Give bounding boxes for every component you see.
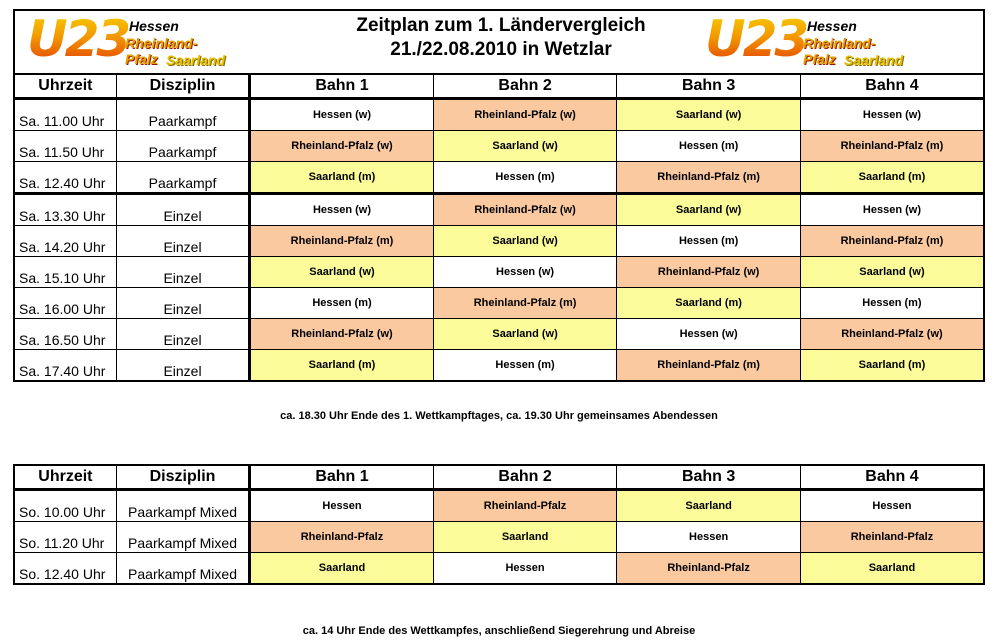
schedule-table-sunday <box>13 464 985 585</box>
table-row <box>14 350 984 382</box>
lane-3-cell: Saarland (w) <box>617 194 801 226</box>
time-cell: Sa. 14.20 Uhr <box>14 226 116 257</box>
discipline-cell: Einzel <box>116 288 249 319</box>
lane-1-cell: Rheinland-Pfalz (m) <box>250 226 434 257</box>
logo-mark: U23 <box>705 10 807 68</box>
discipline-cell: Einzel <box>116 257 249 288</box>
logo-text-hessen: Hessen <box>807 18 857 34</box>
lane-2-cell: Rheinland-Pfalz (m) <box>433 288 617 319</box>
discipline-cell: Paarkampf <box>116 131 249 162</box>
column-header: Bahn 1 <box>250 74 434 99</box>
lane-1-cell: Hessen (m) <box>250 288 434 319</box>
lane-1-cell: Saarland (m) <box>250 162 434 194</box>
table-row <box>14 522 984 553</box>
lane-2-cell: Rheinland-Pfalz <box>433 490 617 522</box>
lane-2-cell: Hessen (w) <box>433 257 617 288</box>
logo-text-hessen: Hessen <box>129 18 179 34</box>
title-line-1: Zeitplan zum 1. Ländervergleich <box>356 15 646 36</box>
lane-3-cell: Saarland <box>617 490 801 522</box>
lane-4-cell: Hessen (w) <box>800 194 984 226</box>
lane-4-cell: Rheinland-Pfalz (w) <box>800 319 984 350</box>
time-cell: So. 12.40 Uhr <box>14 553 116 585</box>
saturday-end-note: ca. 18.30 Uhr Ende des 1. Wettkampftages, ca. 19.30 Uhr gemeinsames Abendessen <box>280 410 718 422</box>
column-header: Bahn 4 <box>800 74 984 99</box>
column-header: Uhrzeit <box>14 74 116 99</box>
discipline-cell: Paarkampf Mixed <box>116 553 249 585</box>
logo-text-saarland: Saarland <box>166 52 226 68</box>
lane-4-cell: Hessen (m) <box>800 288 984 319</box>
table-row <box>14 162 984 194</box>
lane-4-cell: Rheinland-Pfalz (m) <box>800 226 984 257</box>
lane-1-cell: Saarland (m) <box>250 350 434 382</box>
lane-4-cell: Saarland <box>800 553 984 585</box>
discipline-cell: Paarkampf Mixed <box>116 522 249 553</box>
lane-2-cell: Saarland (w) <box>433 226 617 257</box>
column-header: Uhrzeit <box>14 465 116 490</box>
lane-4-cell: Saarland (m) <box>800 350 984 382</box>
page-header <box>13 9 985 73</box>
column-header: Bahn 3 <box>617 74 801 99</box>
table-header-row <box>14 74 984 99</box>
lane-1-cell: Hessen <box>250 490 434 522</box>
lane-4-cell: Rheinland-Pfalz <box>800 522 984 553</box>
lane-2-cell: Saarland (w) <box>433 131 617 162</box>
lane-1-cell: Hessen (w) <box>250 99 434 131</box>
lane-1-cell: Rheinland-Pfalz <box>250 522 434 553</box>
time-cell: Sa. 16.00 Uhr <box>14 288 116 319</box>
lane-2-cell: Rheinland-Pfalz (w) <box>433 194 617 226</box>
lane-2-cell: Hessen (m) <box>433 162 617 194</box>
table-row <box>14 99 984 131</box>
lane-1-cell: Hessen (w) <box>250 194 434 226</box>
time-cell: Sa. 17.40 Uhr <box>14 350 116 382</box>
lane-2-cell: Rheinland-Pfalz (w) <box>433 99 617 131</box>
lane-3-cell: Hessen (m) <box>617 226 801 257</box>
discipline-cell: Einzel <box>116 350 249 382</box>
table-row <box>14 288 984 319</box>
u23-logo-right <box>699 10 904 72</box>
page-title <box>315 14 687 62</box>
lane-3-cell: Rheinland-Pfalz (m) <box>617 350 801 382</box>
lane-2-cell: Saarland (w) <box>433 319 617 350</box>
column-header: Bahn 4 <box>800 465 984 490</box>
discipline-cell: Einzel <box>116 194 249 226</box>
column-header: Disziplin <box>116 74 249 99</box>
lane-1-cell: Saarland <box>250 553 434 585</box>
lane-4-cell: Hessen <box>800 490 984 522</box>
table-row <box>14 226 984 257</box>
column-header: Disziplin <box>116 465 249 490</box>
lane-3-cell: Rheinland-Pfalz (w) <box>617 257 801 288</box>
time-cell: So. 10.00 Uhr <box>14 490 116 522</box>
lane-3-cell: Rheinland-Pfalz <box>617 553 801 585</box>
lane-2-cell: Hessen (m) <box>433 350 617 382</box>
schedule-table-saturday <box>13 73 985 382</box>
u23-logo-left <box>21 10 226 72</box>
time-cell: Sa. 11.00 Uhr <box>14 99 116 131</box>
lane-2-cell: Saarland <box>433 522 617 553</box>
logo-text-rheinland-pfalz: Rheinland-Pfalz <box>803 35 876 67</box>
time-cell: Sa. 11.50 Uhr <box>14 131 116 162</box>
column-header: Bahn 3 <box>617 465 801 490</box>
lane-4-cell: Saarland (m) <box>800 162 984 194</box>
time-cell: Sa. 13.30 Uhr <box>14 194 116 226</box>
discipline-cell: Paarkampf <box>116 162 249 194</box>
column-header: Bahn 1 <box>250 465 434 490</box>
lane-4-cell: Hessen (w) <box>800 99 984 131</box>
table-row <box>14 131 984 162</box>
time-cell: Sa. 15.10 Uhr <box>14 257 116 288</box>
lane-3-cell: Hessen <box>617 522 801 553</box>
lane-4-cell: Rheinland-Pfalz (m) <box>800 131 984 162</box>
table-row <box>14 257 984 288</box>
lane-3-cell: Saarland (m) <box>617 288 801 319</box>
column-header: Bahn 2 <box>433 74 617 99</box>
discipline-cell: Paarkampf <box>116 99 249 131</box>
time-cell: Sa. 16.50 Uhr <box>14 319 116 350</box>
logo-text-rheinland-pfalz: Rheinland-Pfalz <box>125 35 198 67</box>
table-row <box>14 490 984 522</box>
discipline-cell: Paarkampf Mixed <box>116 490 249 522</box>
time-cell: So. 11.20 Uhr <box>14 522 116 553</box>
lane-1-cell: Rheinland-Pfalz (w) <box>250 131 434 162</box>
logo-text-saarland: Saarland <box>844 52 904 68</box>
lane-3-cell: Hessen (w) <box>617 319 801 350</box>
table-row <box>14 553 984 585</box>
table-row <box>14 319 984 350</box>
lane-4-cell: Saarland (w) <box>800 257 984 288</box>
time-cell: Sa. 12.40 Uhr <box>14 162 116 194</box>
sunday-end-note: ca. 14 Uhr Ende des Wettkampfes, anschließend Siegerehrung und Abreise <box>302 625 696 637</box>
title-line-2: 21./22.08.2010 in Wetzlar <box>390 39 612 60</box>
column-header: Bahn 2 <box>433 465 617 490</box>
discipline-cell: Einzel <box>116 319 249 350</box>
table-header-row <box>14 465 984 490</box>
table-row <box>14 194 984 226</box>
lane-3-cell: Rheinland-Pfalz (m) <box>617 162 801 194</box>
discipline-cell: Einzel <box>116 226 249 257</box>
lane-2-cell: Hessen <box>433 553 617 585</box>
lane-1-cell: Saarland (w) <box>250 257 434 288</box>
lane-1-cell: Rheinland-Pfalz (w) <box>250 319 434 350</box>
lane-3-cell: Saarland (w) <box>617 99 801 131</box>
lane-3-cell: Hessen (m) <box>617 131 801 162</box>
logo-mark: U23 <box>27 10 129 68</box>
